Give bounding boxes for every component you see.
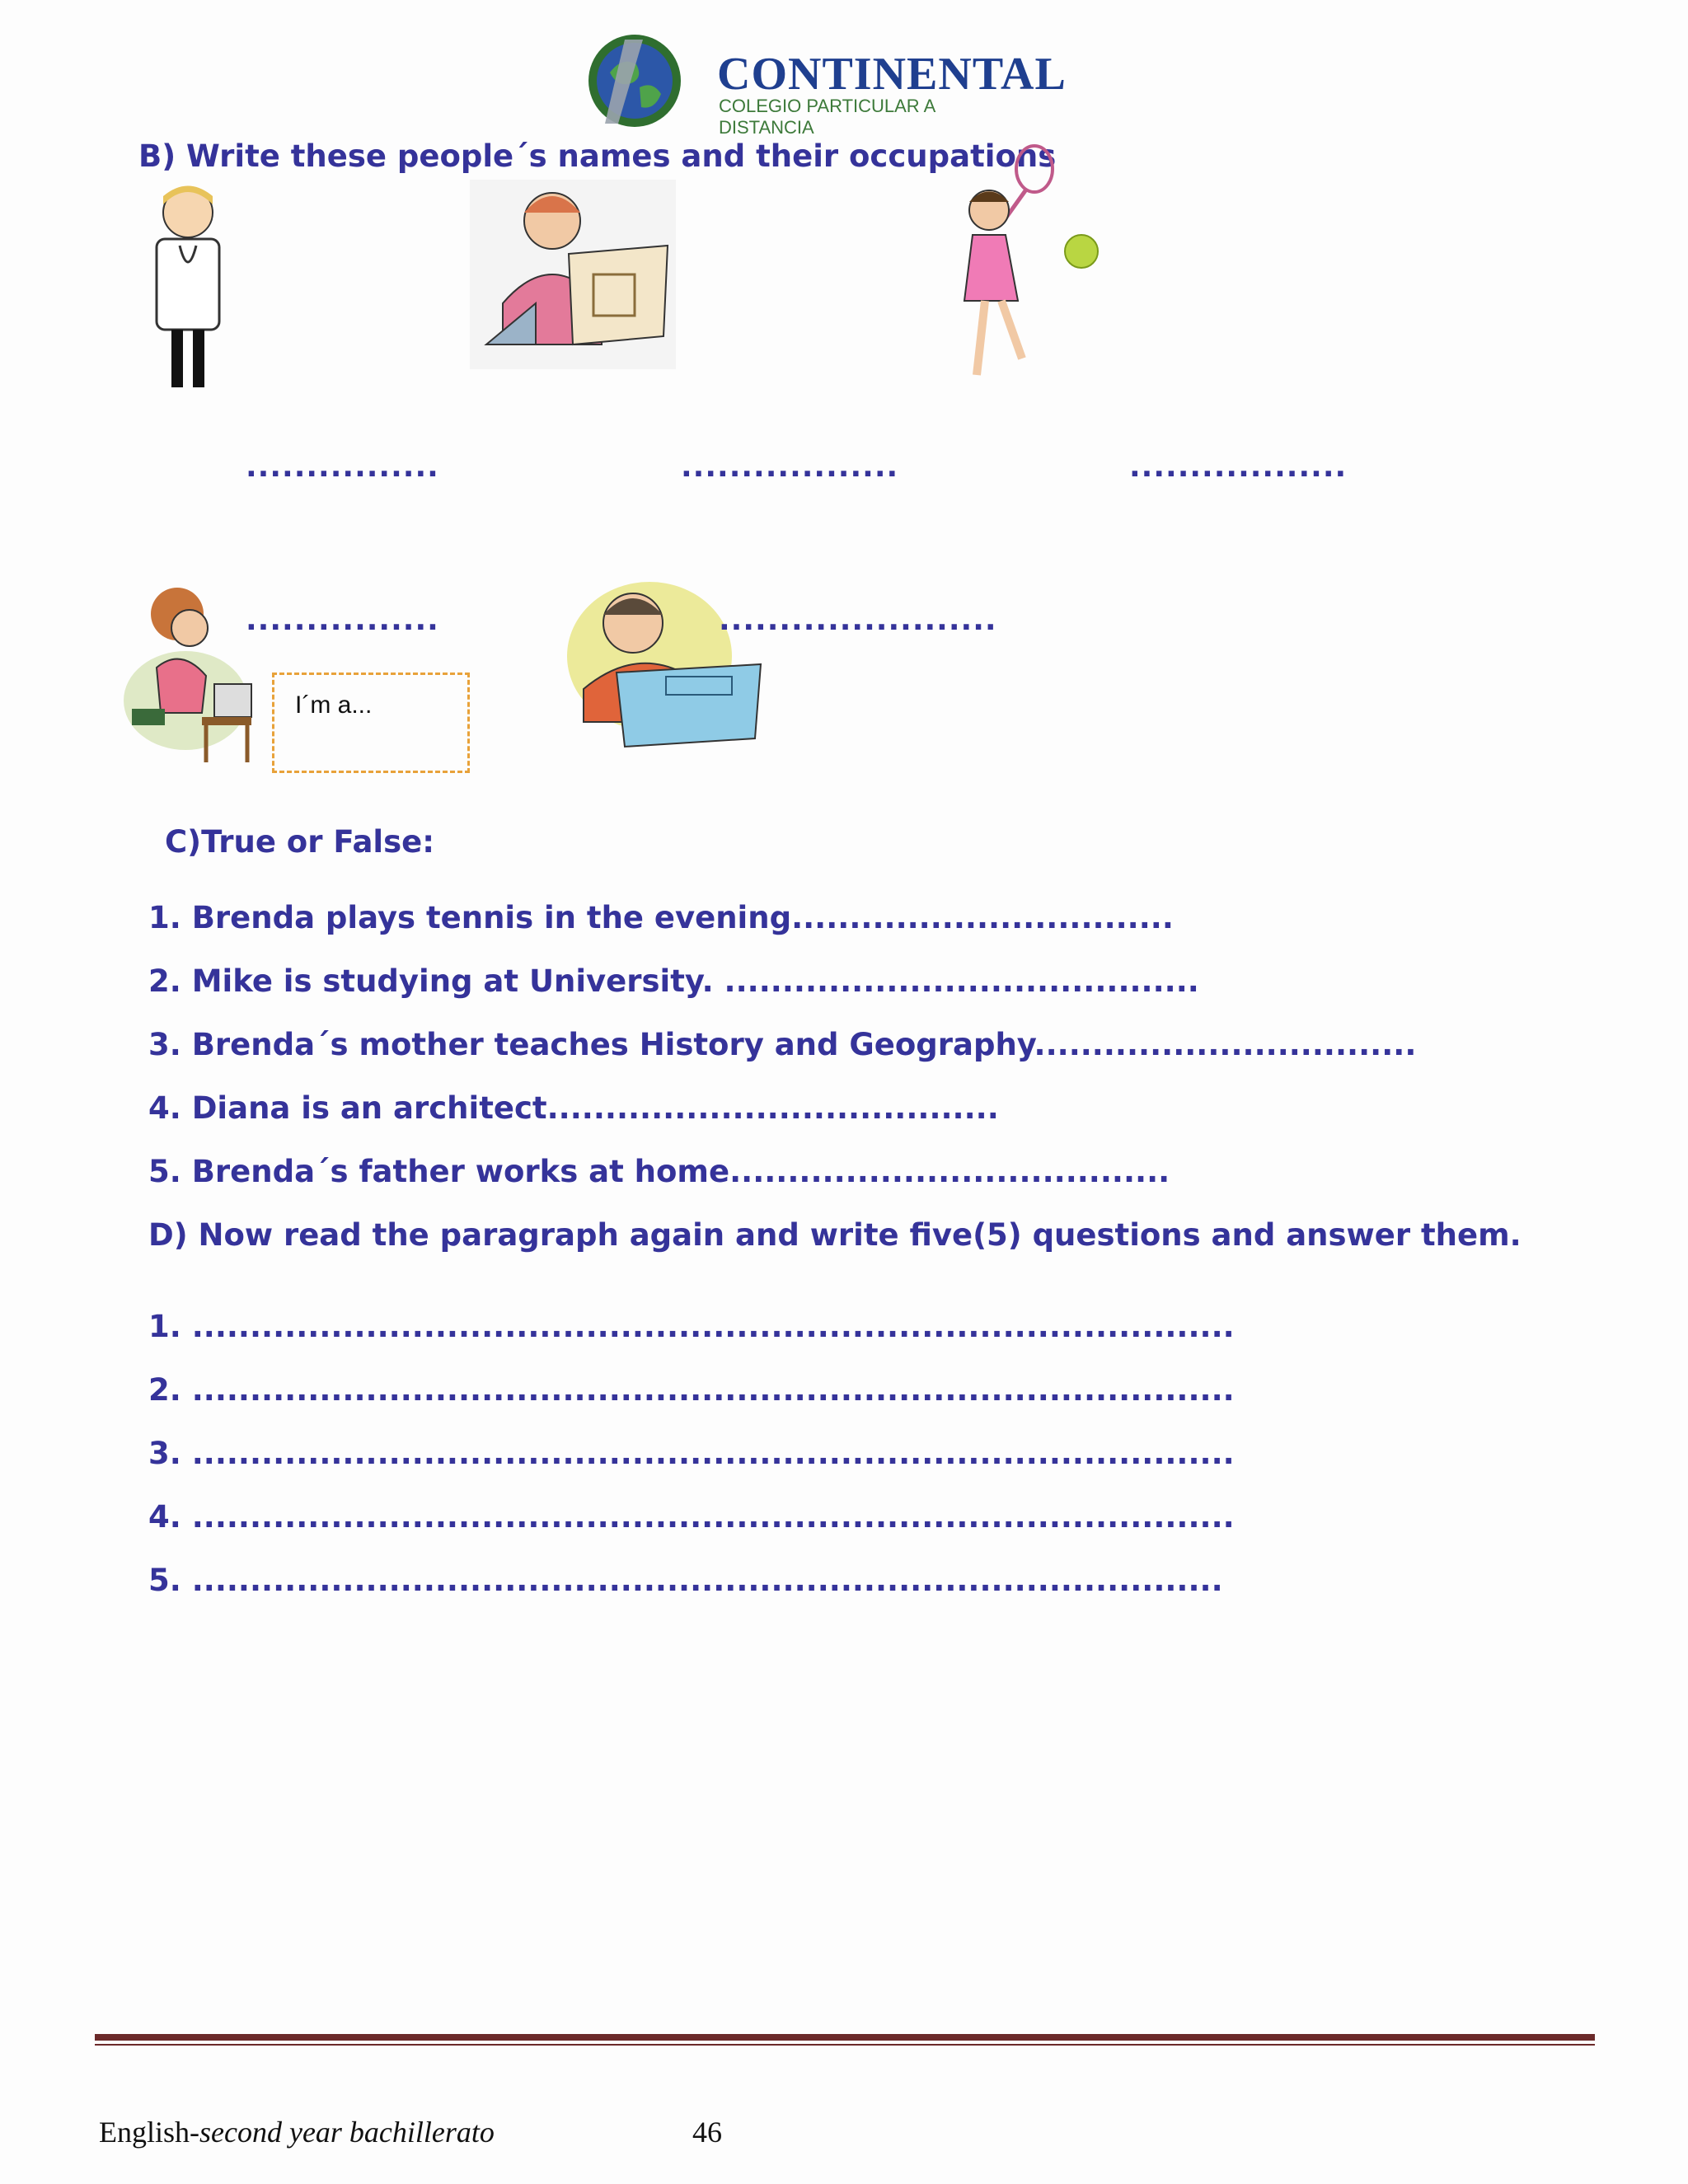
item-text: Brenda´s father works at home <box>191 1154 730 1189</box>
name-blank[interactable]: ................ <box>246 603 439 637</box>
answer-blank[interactable]: .......................................................................................... <box>191 1309 1235 1344</box>
item-number: 4. <box>148 1499 181 1535</box>
footer-subject-italic: second year bachillerato <box>199 2116 495 2149</box>
name-blank[interactable]: ....................... <box>719 603 997 637</box>
item-number: 4. <box>148 1090 181 1126</box>
question-line <box>148 1499 1235 1535</box>
item-number: 5. <box>148 1563 181 1598</box>
question-line <box>148 1309 1235 1344</box>
answer-blank[interactable]: ................................. <box>1034 1027 1417 1062</box>
item-text: Brenda plays tennis in the evening <box>191 900 792 935</box>
doctor-illustration <box>138 180 237 394</box>
item-text: Mike is studying at University. <box>191 963 714 999</box>
logo-subtitle: COLEGIO PARTICULAR A DISTANCIA <box>719 96 935 138</box>
section-d-heading: D) Now read the paragraph again and write five(5) questions and answer them. <box>148 1217 1522 1253</box>
question-line <box>148 1563 1223 1598</box>
section-b-heading: B) Write these people´s names and their occupations <box>138 138 1057 174</box>
answer-blank[interactable]: ....................................... <box>546 1090 999 1126</box>
tf-item <box>148 963 1199 999</box>
tennis-girl-illustration <box>940 144 1104 400</box>
footer-subject <box>99 2115 495 2149</box>
name-blank[interactable]: ................ <box>246 450 439 484</box>
question-line <box>148 1372 1235 1408</box>
footer-rule <box>95 2034 1595 2041</box>
item-number: 1. <box>148 900 181 935</box>
item-number: 3. <box>148 1436 181 1471</box>
architect-man-illustration <box>567 574 765 751</box>
item-text: Diana is an architect <box>191 1090 547 1126</box>
tf-item <box>148 1090 999 1126</box>
answer-blank[interactable]: ................................. <box>791 900 1174 935</box>
name-blank[interactable]: .................. <box>1129 450 1348 484</box>
tf-item <box>148 900 1174 935</box>
footer-rule-thin <box>95 2044 1595 2046</box>
answer-blank[interactable]: ......................................................................................... <box>191 1563 1223 1598</box>
footer-subject-text: English- <box>99 2116 199 2149</box>
answer-blank[interactable]: .......................................................................................... <box>191 1499 1235 1535</box>
speech-box-text: I´m a... <box>295 691 373 719</box>
page-number: 46 <box>692 2116 722 2149</box>
logo <box>577 30 1067 138</box>
secretary-illustration <box>124 577 256 766</box>
globe-logo-icon <box>585 31 684 130</box>
answer-blank[interactable]: ...................................... <box>729 1154 1170 1189</box>
item-text: Brenda´s mother teaches History and Geography <box>191 1027 1034 1062</box>
question-line <box>148 1436 1235 1471</box>
logo-title: CONTINENTAL <box>717 49 1067 100</box>
answer-blank[interactable]: ......................................... <box>713 963 1199 999</box>
item-number: 5. <box>148 1154 181 1189</box>
item-number: 2. <box>148 1372 181 1408</box>
name-blank[interactable]: .................. <box>681 450 899 484</box>
item-number: 2. <box>148 963 181 999</box>
section-c-heading: C)True or False: <box>165 824 435 860</box>
item-number: 3. <box>148 1027 181 1062</box>
tf-item <box>148 1027 1416 1062</box>
architect-woman-illustration <box>470 180 676 369</box>
tf-item <box>148 1154 1170 1189</box>
answer-blank[interactable]: .......................................................................................... <box>191 1436 1235 1471</box>
speech-box <box>272 673 470 773</box>
answer-blank[interactable]: .......................................................................................... <box>191 1372 1235 1408</box>
item-number: 1. <box>148 1309 181 1344</box>
